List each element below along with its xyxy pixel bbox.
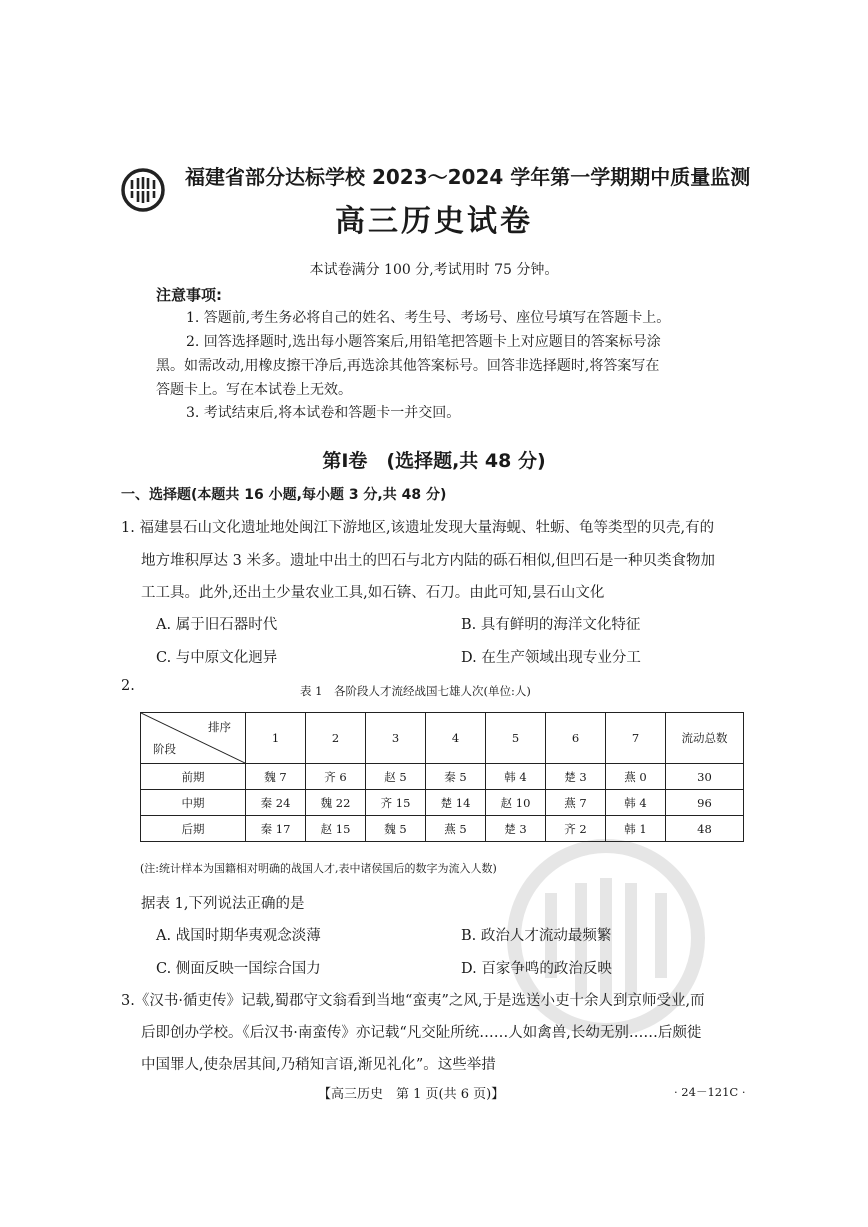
- table-cell: 韩 4: [606, 790, 666, 816]
- notice-line: 2. 回答选择题时,选出每小题答案后,用铅笔把答题卡上对应题目的答案标号涂: [186, 334, 661, 350]
- question-2-option-d: D. 百家争鸣的政治反映: [461, 961, 612, 977]
- stage-cell: 后期: [141, 816, 246, 842]
- table-cell: 楚 14: [426, 790, 486, 816]
- question-1-line: 1. 福建昙石山文化遗址地处闽江下游地区,该遗址发现大量海蚬、牡蛎、龟等类型的贝壳,有的: [121, 520, 715, 536]
- stage-cell: 中期: [141, 790, 246, 816]
- table-cell: 48: [666, 816, 744, 842]
- paper-code: · 24－121C ·: [674, 1085, 746, 1099]
- table-cell: 96: [666, 790, 744, 816]
- column-header: 3: [366, 713, 426, 764]
- notice-line: 黑。如需改动,用橡皮擦干净后,再选涂其他答案标号。回答非选择题时,将答案写在: [156, 358, 660, 374]
- page-footer: 【高三历史 第 1 页(共 6 页)】: [318, 1087, 505, 1102]
- table-corner-cell: [141, 713, 246, 764]
- question-2-number: 2.: [121, 678, 135, 694]
- table-cell: 魏 5: [366, 816, 426, 842]
- table-cell: 魏 7: [246, 764, 306, 790]
- corner-label-rank: 排序: [208, 720, 231, 734]
- column-header: 5: [486, 713, 546, 764]
- question-1-line: 地方堆积厚达 3 米多。遗址中出土的凹石与北方内陆的砾石相似,但凹石是一种贝类食物加: [141, 553, 716, 569]
- notice-heading: 注意事项:: [156, 286, 222, 304]
- question-1-option-d: D. 在生产领域出现专业分工: [461, 650, 641, 666]
- column-header: 流动总数: [666, 713, 744, 764]
- question-1-option-a: A. 属于旧石器时代: [156, 617, 278, 633]
- table-caption: 表 1 各阶段人才流经战国七雄人次(单位:人): [300, 684, 531, 698]
- table-cell: 楚 3: [546, 764, 606, 790]
- column-header: 6: [546, 713, 606, 764]
- question-1-option-c: C. 与中原文化迥异: [156, 650, 278, 666]
- table-cell: 楚 3: [486, 816, 546, 842]
- section-title: 第Ⅰ卷 (选择题,共 48 分): [322, 450, 546, 472]
- question-3-line: 3.《汉书·循吏传》记载,蜀郡守文翁看到当地“蛮夷”之风,于是选送小吏十余人到京师受业,而: [121, 993, 705, 1009]
- section-subtitle: 一、选择题(本题共 16 小题,每小题 3 分,共 48 分): [121, 487, 447, 503]
- page-title: 高三历史试卷: [335, 204, 533, 239]
- question-3-line: 后即创办学校。《后汉书·南蛮传》亦记载“凡交阯所统……人如禽兽,长幼无别……后颇徙: [141, 1025, 702, 1041]
- table-cell: 齐 6: [306, 764, 366, 790]
- table-cell: 燕 5: [426, 816, 486, 842]
- question-2-stem: 据表 1,下列说法正确的是: [141, 896, 305, 912]
- table-row: [141, 764, 744, 790]
- stage-cell: 前期: [141, 764, 246, 790]
- table-cell: 燕 7: [546, 790, 606, 816]
- table-cell: 秦 17: [246, 816, 306, 842]
- table-note: (注:统计样本为国籍相对明确的战国人才,表中诸侯国后的数字为流入人数): [140, 862, 497, 875]
- full-score-note: 本试卷满分 100 分,考试用时 75 分钟。: [309, 262, 559, 278]
- table-cell: 秦 24: [246, 790, 306, 816]
- column-header: 4: [426, 713, 486, 764]
- question-3-line: 中国罪人,使杂居其间,乃稍知言语,渐见礼化”。这些举措: [141, 1057, 496, 1073]
- talent-flow-table: [140, 712, 744, 842]
- question-2-option-b: B. 政治人才流动最频繁: [461, 928, 612, 944]
- table-cell: 韩 1: [606, 816, 666, 842]
- question-1-option-b: B. 具有鲜明的海洋文化特征: [461, 617, 641, 633]
- table-header-row: [141, 713, 744, 764]
- table-cell: 秦 5: [426, 764, 486, 790]
- table-cell: 齐 2: [546, 816, 606, 842]
- column-header: 2: [306, 713, 366, 764]
- table-cell: 赵 15: [306, 816, 366, 842]
- table-row: [141, 790, 744, 816]
- question-1-line: 工工具。此外,还出土少量农业工具,如石锛、石刀。由此可知,昙石山文化: [141, 585, 605, 601]
- table-cell: 齐 15: [366, 790, 426, 816]
- exam-header: 福建省部分达标学校 2023～2024 学年第一学期期中质量监测: [185, 165, 751, 189]
- question-2-option-c: C. 侧面反映一国综合国力: [156, 961, 321, 977]
- notice-line: 1. 答题前,考生务必将自己的姓名、考生号、考场号、座位号填写在答题卡上。: [186, 310, 671, 326]
- table-cell: 燕 0: [606, 764, 666, 790]
- notice-line: 3. 考试结束后,将本试卷和答题卡一并交回。: [186, 405, 461, 421]
- corner-label-stage: 阶段: [153, 742, 176, 756]
- table-cell: 赵 5: [366, 764, 426, 790]
- question-2-option-a: A. 战国时期华夷观念淡薄: [156, 928, 321, 944]
- column-header: 1: [246, 713, 306, 764]
- notice-line: 答题卡上。写在本试卷上无效。: [156, 382, 352, 398]
- table-cell: 魏 22: [306, 790, 366, 816]
- table-cell: 30: [666, 764, 744, 790]
- column-header: 7: [606, 713, 666, 764]
- table-cell: 赵 10: [486, 790, 546, 816]
- table-cell: 韩 4: [486, 764, 546, 790]
